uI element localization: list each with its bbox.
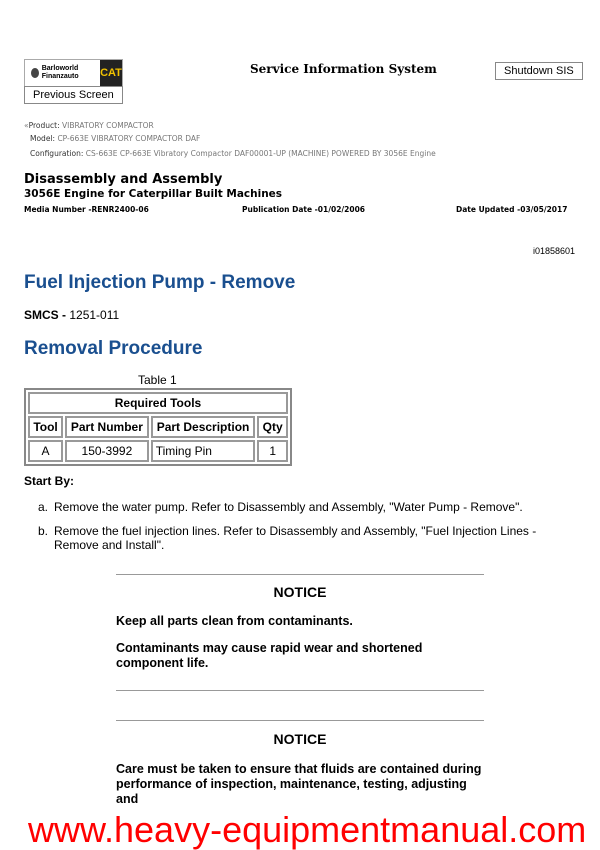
- smcs: SMCS - 1251-011: [24, 308, 120, 322]
- doc-title: Disassembly and Assembly: [24, 172, 223, 187]
- table-row: [28, 440, 288, 462]
- shutdown-button[interactable]: Shutdown SIS: [495, 62, 583, 80]
- required-tools-table: [24, 388, 292, 466]
- app-title: Service Information System: [250, 62, 437, 76]
- model-line: Model: CP-663E VIBRATORY COMPACTOR DAF: [30, 134, 201, 143]
- logo: Barloworld Finanzauto CAT: [24, 59, 123, 87]
- doc-subtitle: 3056E Engine for Caterpillar Built Machines: [24, 188, 283, 200]
- list-item: a. Remove the water pump. Refer to Disassembly and Assembly, "Water Pump - Remove".: [38, 500, 523, 514]
- notice-text: Care must be taken to ensure that fluids are contained during performance of inspection, maintenance, testing, adjusting and: [116, 762, 482, 806]
- globe-icon: [31, 68, 39, 78]
- publication-date: Publication Date -01/02/2006: [242, 205, 366, 214]
- table-caption: Table 1: [138, 373, 177, 387]
- doc-id: i01858601: [532, 246, 575, 256]
- date-updated: Date Updated -03/05/2017: [456, 205, 568, 214]
- section-heading: Removal Procedure: [24, 338, 203, 359]
- divider: [116, 720, 484, 721]
- config-line: Configuration: CS-663E CP-663E Vibratory Compactor DAF00001-UP (MACHINE) POWERED BY 3056E Engine: [30, 149, 436, 158]
- media-number: Media Number -RENR2400-06: [24, 205, 149, 214]
- notice-title: NOTICE: [273, 584, 327, 600]
- notice-text: Keep all parts clean from contaminants.: [116, 614, 353, 628]
- table-cell: 1: [257, 440, 288, 462]
- table-header: Qty: [257, 416, 288, 438]
- product-line: «Product: VIBRATORY COMPACTOR: [24, 121, 154, 130]
- table-header: Part Number: [65, 416, 149, 438]
- start-by-list: [38, 500, 558, 552]
- table-header: Tool: [28, 416, 63, 438]
- previous-screen-button[interactable]: Previous Screen: [24, 86, 123, 104]
- table-cell: A: [28, 440, 63, 462]
- table-header: Part Description: [151, 416, 256, 438]
- notice-text: Contaminants may cause rapid wear and shortened component life.: [116, 641, 423, 670]
- start-by-label: Start By:: [24, 474, 75, 488]
- watermark: www.heavy-equipmentmanual.com: [28, 809, 587, 850]
- table-cell: Timing Pin: [151, 440, 256, 462]
- table-cell: 150-3992: [65, 440, 149, 462]
- page-heading: Fuel Injection Pump - Remove: [24, 272, 296, 293]
- list-item: b. Remove the fuel injection lines. Refer to Disassembly and Assembly, "Fuel Injection Lines - Remove and Install".: [38, 524, 537, 552]
- table-title: Required Tools: [28, 392, 288, 414]
- divider: [116, 574, 484, 575]
- divider: [116, 690, 484, 691]
- notice-title: NOTICE: [273, 731, 327, 747]
